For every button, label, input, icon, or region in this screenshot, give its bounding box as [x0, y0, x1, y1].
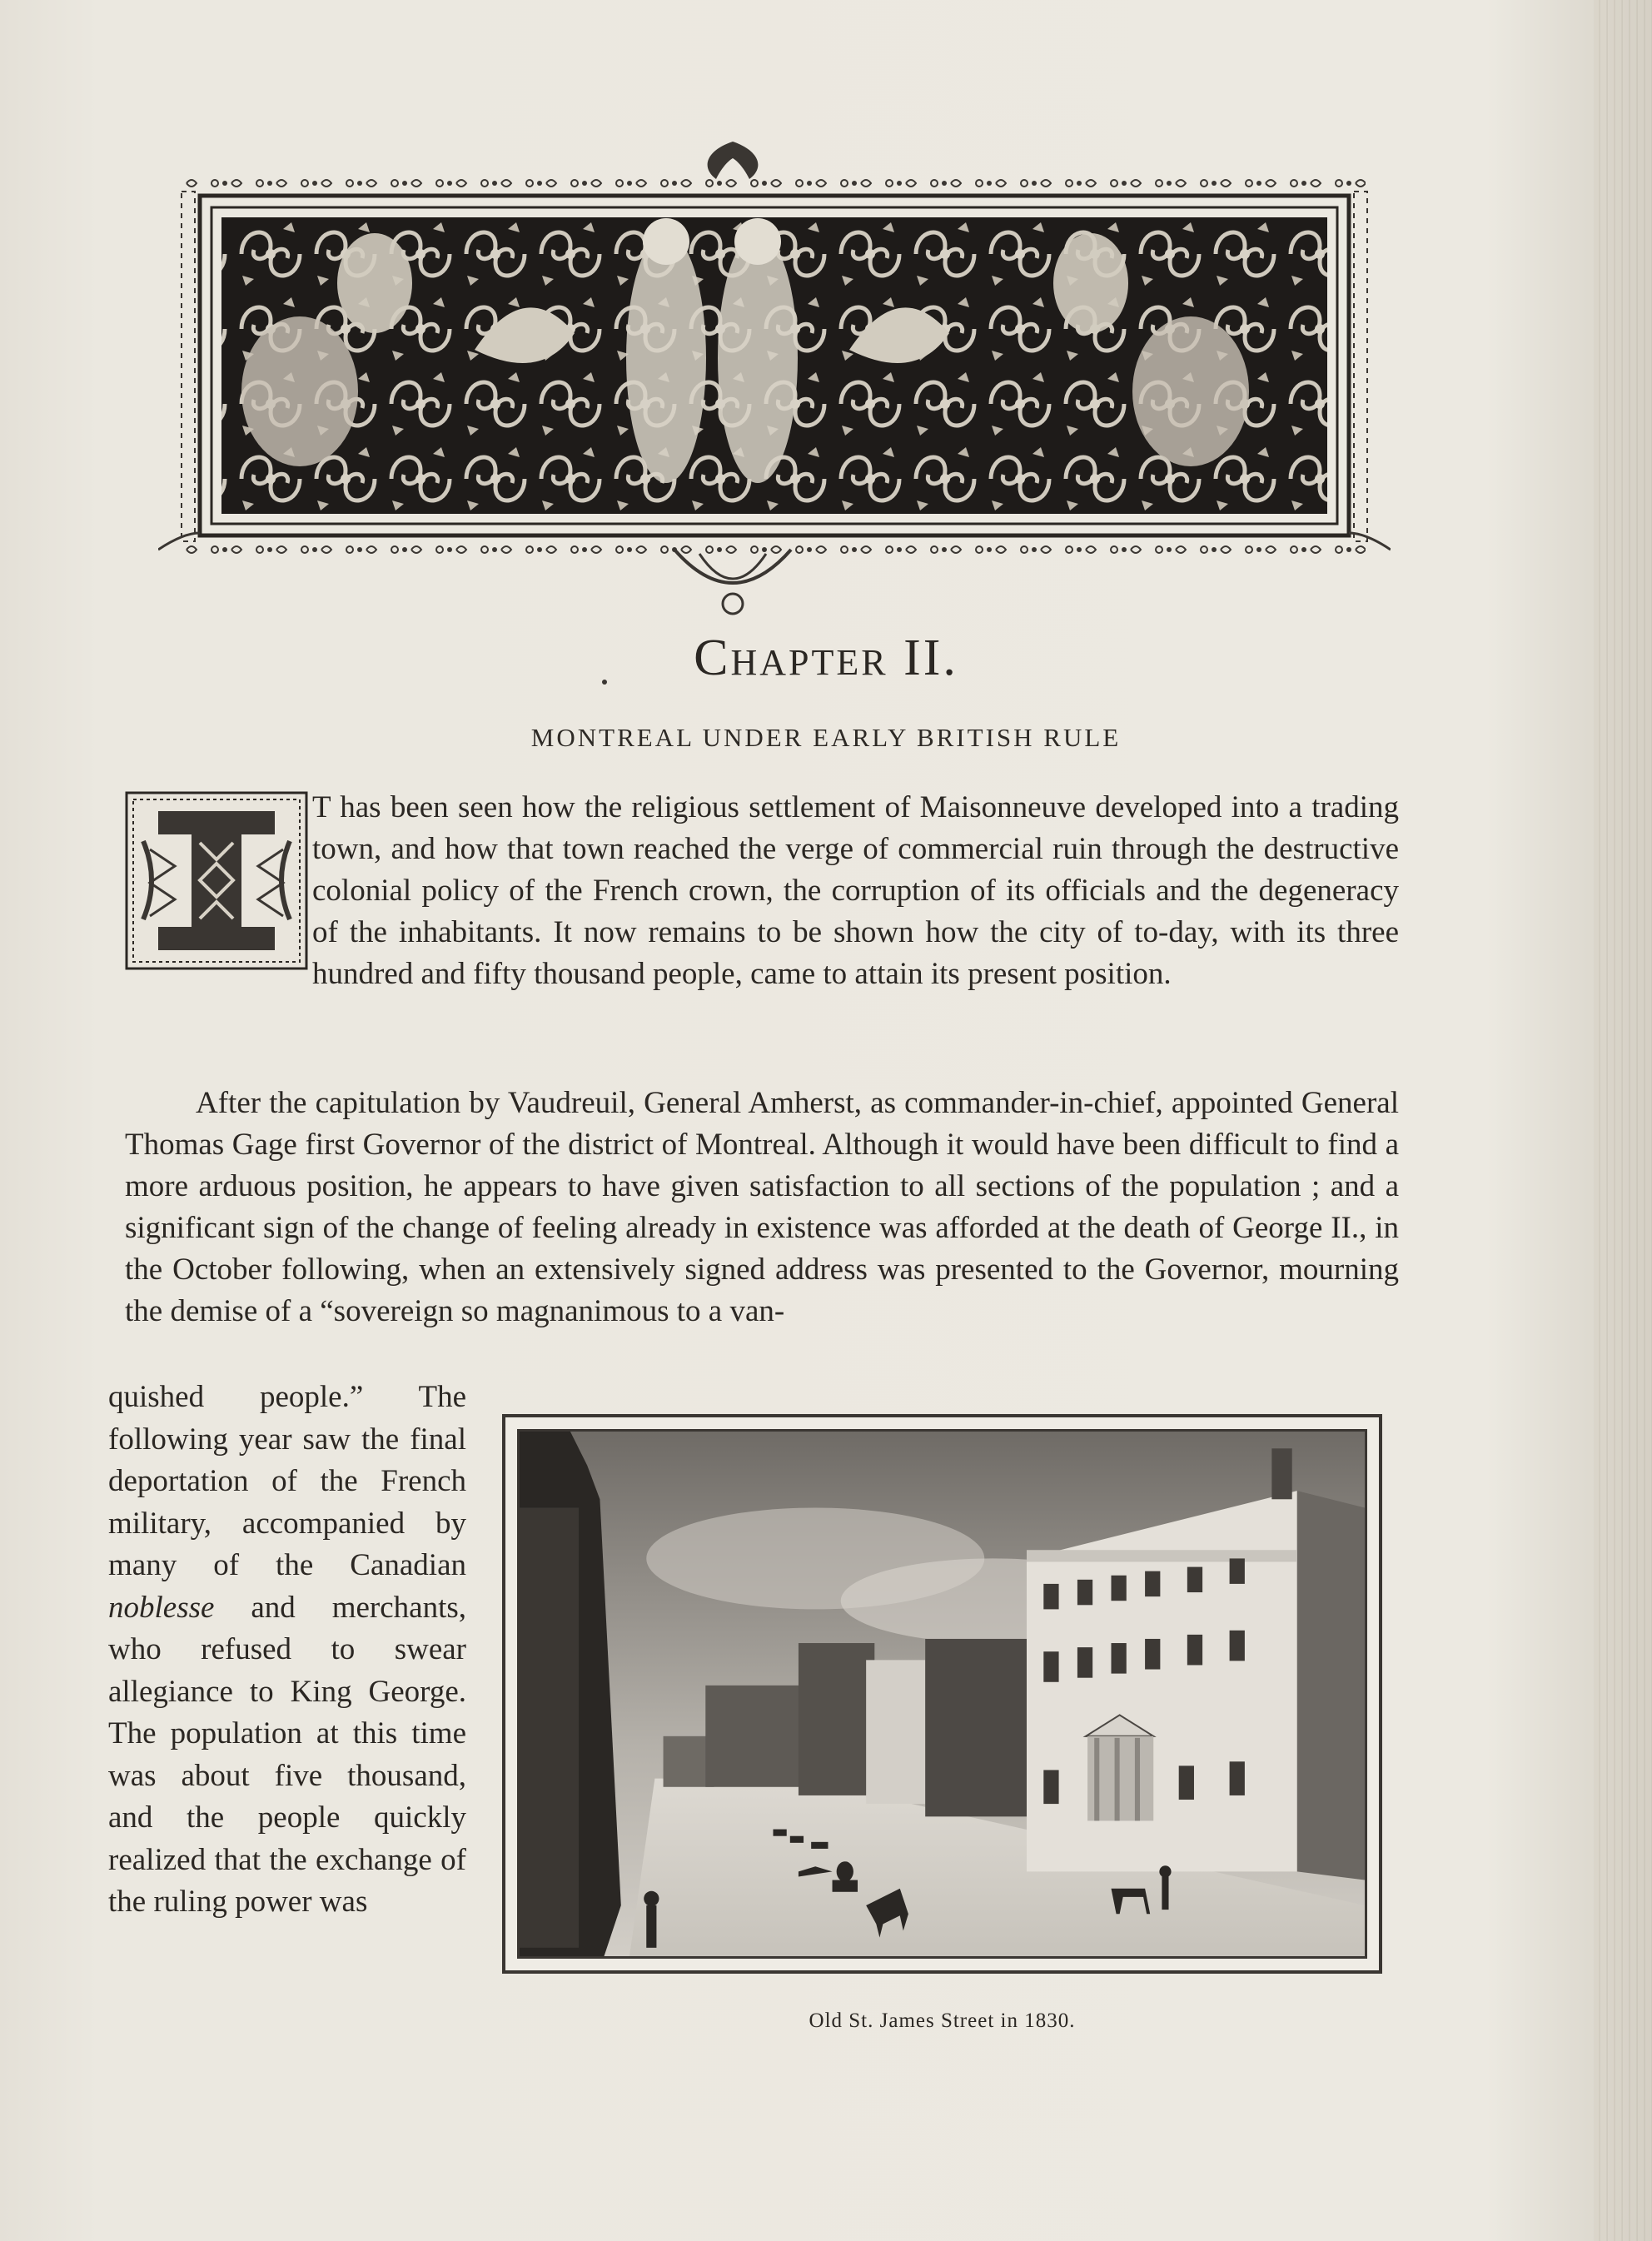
- paragraph-1: [125, 787, 1399, 995]
- chapter-heading-initial: C: [694, 630, 731, 686]
- figure-caption: Old St. James Street in 1830.: [809, 2009, 1076, 2032]
- ornamental-headpiece: [158, 142, 1391, 625]
- chapter-numeral: II.: [903, 630, 958, 686]
- figure-image: [517, 1429, 1367, 1959]
- paragraph-2: After the capitulation by Vaudreuil, General Amherst, as commander-in-chief, appointed General Thomas Gage first Governor of the district of Montreal. Although it would have been difficult to find a more arduous position, he appears to have given satisfaction to all sections of the population ; and a significant sign of the change of feeling already in existence was afforded at the death of George II., in the October following, when an extensively signed address was presented to the Governor, mourning the demise of a “sovereign so magnanimous to a van-: [125, 1086, 1399, 1328]
- paragraph-3-italic: noblesse: [108, 1590, 215, 1625]
- paragraph-3-text-b: and merchants, who refused to swear allegiance to King George. The population at this time was about five thousand, and the people quickly realized that the exchange of the ruling power was: [108, 1590, 466, 1919]
- chapter-heading: [0, 629, 1652, 688]
- dropcap-space: [125, 787, 312, 974]
- figure-frame: [502, 1414, 1382, 1974]
- chapter-subtitle: MONTREAL UNDER EARLY BRITISH RULE: [530, 723, 1122, 752]
- street-scene-illustration: [520, 1432, 1365, 1956]
- paragraph-1-text: T has been seen how the religious settlement of Maisonneuve developed into a trading town, and how that town reached the verge of commercial ruin through the destructive colonial policy of the French crown, the corruption of its officials and the degeneracy of the inhabitants. It now remains to be shown how the city of to-day, with its three hundred and fifty thousand people, came to attain its present position.: [312, 790, 1399, 991]
- paragraph-3-text-a: quished people.” The following year saw the final deportation of the French military, accompanied by many of the Canadian: [108, 1380, 466, 1582]
- chapter-heading-smallcaps: HAPTER: [730, 642, 888, 683]
- page-edge: [1594, 0, 1652, 2241]
- paragraph-3-column: [108, 1377, 466, 1924]
